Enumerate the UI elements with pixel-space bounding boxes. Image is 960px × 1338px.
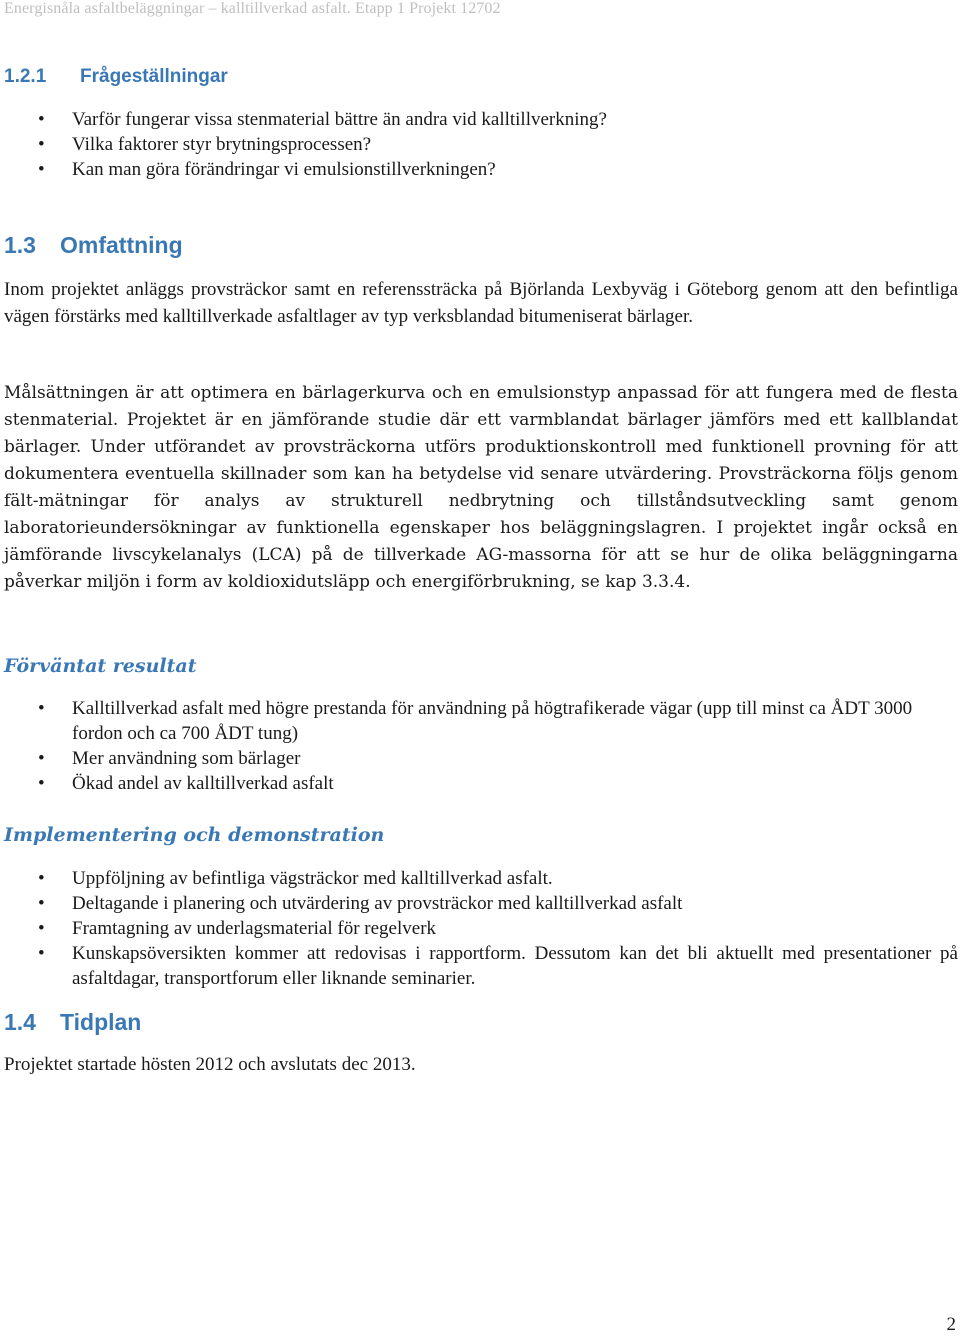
section-number: 1.2.1 [4, 66, 47, 87]
goal-paragraph: Målsättningen är att optimera en bärlagerkurva och en emulsionstyp anpassad för att fungera med de flesta stenmaterial. Projektet är en jämförande studie där ett varmblandat bärlager jämförs med ett kallblandat bärlager. Under utförandet av provsträckorna utförs produktionskontroll med funktionell provning för att dokumentera eventuella skillnader som kan ha betydelse vid senare utvärdering. Provsträckorna följs genom fält-mätningar för analys av strukturell nedbrytning och tillståndsutveckling samt genom laboratorieundersökningar av funktionella egenskaper hos beläggningslagren. I projektet ingår också en jämförande livscykelanalys (LCA) på de tillverkade AG-massorna för att se hur de olika beläggningarna påverkar miljön i form av koldioxidutsläpp och energiförbrukning, se kap 3.3.4. [4, 383, 958, 592]
bullet-icon: • [38, 918, 45, 939]
section-number: 1.3 [4, 232, 36, 258]
list-item: • Framtagning av underlagsmaterial för regelverk [38, 918, 437, 939]
list-item: • Vilka faktorer styr brytningsprocessen? [38, 134, 372, 155]
heading-omfattning [4, 232, 183, 259]
page-number: 2 [946, 1314, 956, 1335]
list-item: • Uppföljning av befintliga vägsträckor med kalltillverkad asfalt. [38, 868, 553, 889]
section-title: Frågeställningar [80, 66, 228, 87]
section-title: Tidplan [60, 1009, 142, 1035]
bullet-icon: • [38, 109, 45, 130]
implementation-list [4, 866, 958, 991]
bullet-icon: • [38, 773, 45, 794]
list-item: • Mer användning som bärlager [38, 748, 301, 769]
scope-paragraph: Inom projektet anläggs provsträckor samt en referenssträcka på Björlanda Lexbyväg i Göteborg genom att den befintliga vägen förstärks med kalltillverkade asfaltlager av typ verksblandad bitumeniserat bärlager. [4, 279, 958, 327]
list-item: • Ökad andel av kalltillverkad asfalt [38, 773, 334, 794]
list-item: • Kunskapsöversikten kommer att redovisas i rapportform. Dessutom kan det bli aktuellt med presentationer på asfaltdagar, transportforum eller liknande seminarier. [38, 943, 958, 989]
schedule-paragraph: Projektet startade hösten 2012 och avslutats dec 2013. [4, 1054, 416, 1075]
list-item: • Deltagande i planering och utvärdering av provsträckor med kalltillverkad asfalt [38, 893, 683, 914]
bullet-icon: • [38, 159, 45, 180]
heading-fragestallningar [4, 66, 228, 88]
bullet-icon: • [38, 943, 45, 964]
heading-expected-results: Förväntat resultat [4, 655, 197, 677]
list-item: • Varför fungerar vissa stenmaterial bättre än andra vid kalltillverkning? [38, 109, 607, 130]
heading-tidplan [4, 1009, 141, 1036]
bullet-icon: • [38, 698, 45, 719]
section-number: 1.4 [4, 1009, 36, 1035]
expected-results-list [4, 696, 958, 796]
question-list [4, 107, 954, 182]
bullet-icon: • [38, 868, 45, 889]
heading-implementation: Implementering och demonstration [4, 824, 385, 846]
list-item: • Kan man göra förändringar vi emulsionstillverkningen? [38, 159, 496, 180]
bullet-icon: • [38, 748, 45, 769]
bullet-icon: • [38, 893, 45, 914]
list-item: • Kalltillverkad asfalt med högre prestanda för användning på högtrafikerade vägar (upp till minst ca ÅDT 3000 fordon och ca 700 ÅDT tung) [38, 698, 913, 744]
bullet-icon: • [38, 134, 45, 155]
running-header: Energisnåla asfaltbeläggningar – kalltillverkad asfalt. Etapp 1 Projekt 12702 [4, 0, 501, 17]
section-title: Omfattning [60, 232, 183, 258]
